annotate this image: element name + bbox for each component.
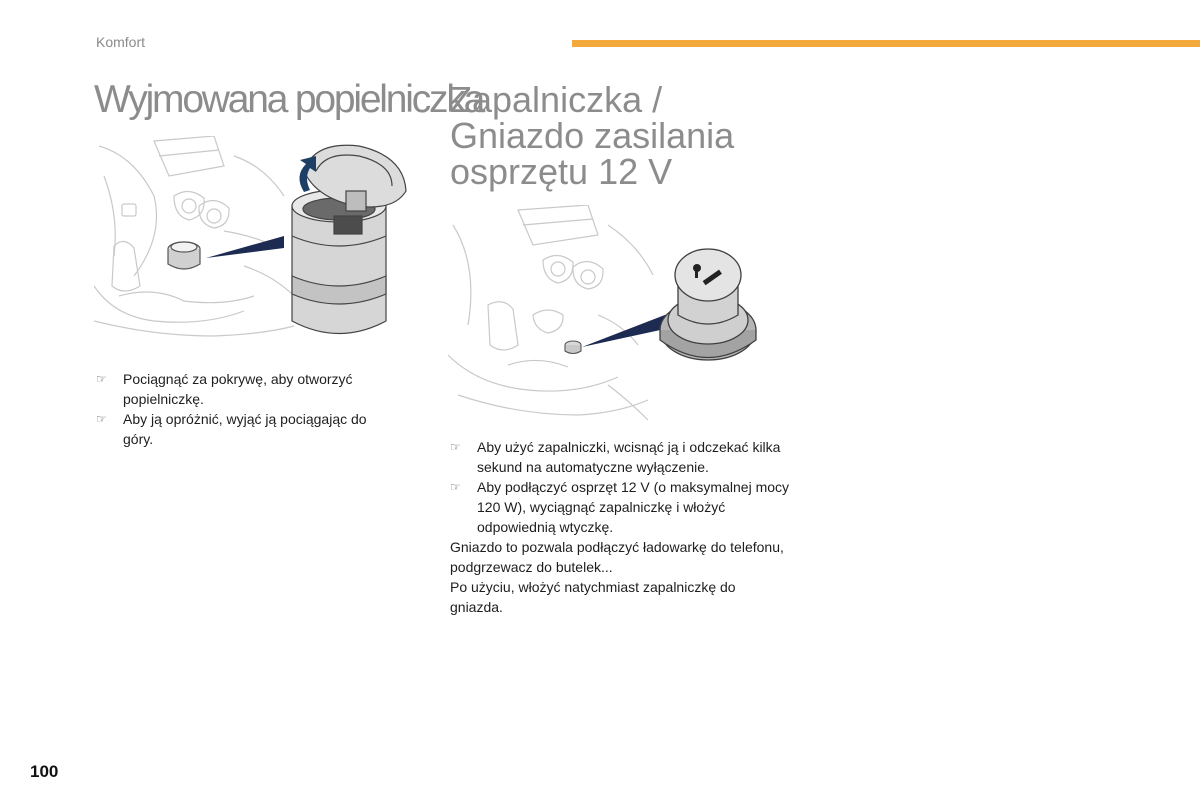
pointing-hand-icon: ☞ (96, 372, 107, 386)
list-item-text: Aby podłączyć osprzęt 12 V (o maksymalnej mocy 120 W), wyciągnąć zapalniczkę i włożyć odpowiednią wtyczkę. (477, 479, 790, 535)
list-item (96, 409, 396, 449)
section-accent-bar (572, 40, 1200, 47)
lighter-heading-line: osprzętu 12 V (450, 151, 673, 192)
pointing-hand-icon: ☞ (450, 440, 461, 454)
list-item (450, 477, 790, 537)
list-item-text: Pociągnąć za pokrywę, aby otworzyć popielniczkę. (123, 371, 353, 407)
lighter-instructions (450, 437, 790, 617)
lighter-heading-line: Gniazdo zasilania (450, 115, 735, 156)
body-paragraph: Po użyciu, włożyć natychmiast zapalniczkę do gniazda. (450, 579, 736, 615)
lighter-heading (450, 79, 770, 192)
pointing-hand-icon: ☞ (450, 480, 461, 494)
cigarette-lighter-icon (448, 205, 768, 425)
body-paragraph: Gniazdo to pozwala podłączyć ładowarkę do telefonu, podgrzewacz do butelek... (450, 539, 784, 575)
section-label: Komfort (96, 34, 146, 50)
ashtray-instructions (96, 369, 396, 449)
lighter-illustration (448, 205, 768, 425)
list-item (450, 437, 790, 477)
list-item-text: Aby ją opróżnić, wyjąć ją pociągając do góry. (123, 411, 367, 447)
lighter-heading-line: Zapalniczka / (450, 79, 663, 120)
list-item-text: Aby użyć zapalniczki, wcisnąć ją i odczekać kilka sekund na automatyczne wyłączenie. (477, 439, 781, 475)
page-number: 100 (30, 762, 59, 781)
ashtray-icon (94, 136, 414, 356)
list-item (96, 369, 396, 409)
pointing-hand-icon: ☞ (96, 412, 107, 426)
ashtray-heading: Wyjmowana popielniczka (94, 78, 484, 121)
ashtray-illustration (94, 136, 414, 356)
